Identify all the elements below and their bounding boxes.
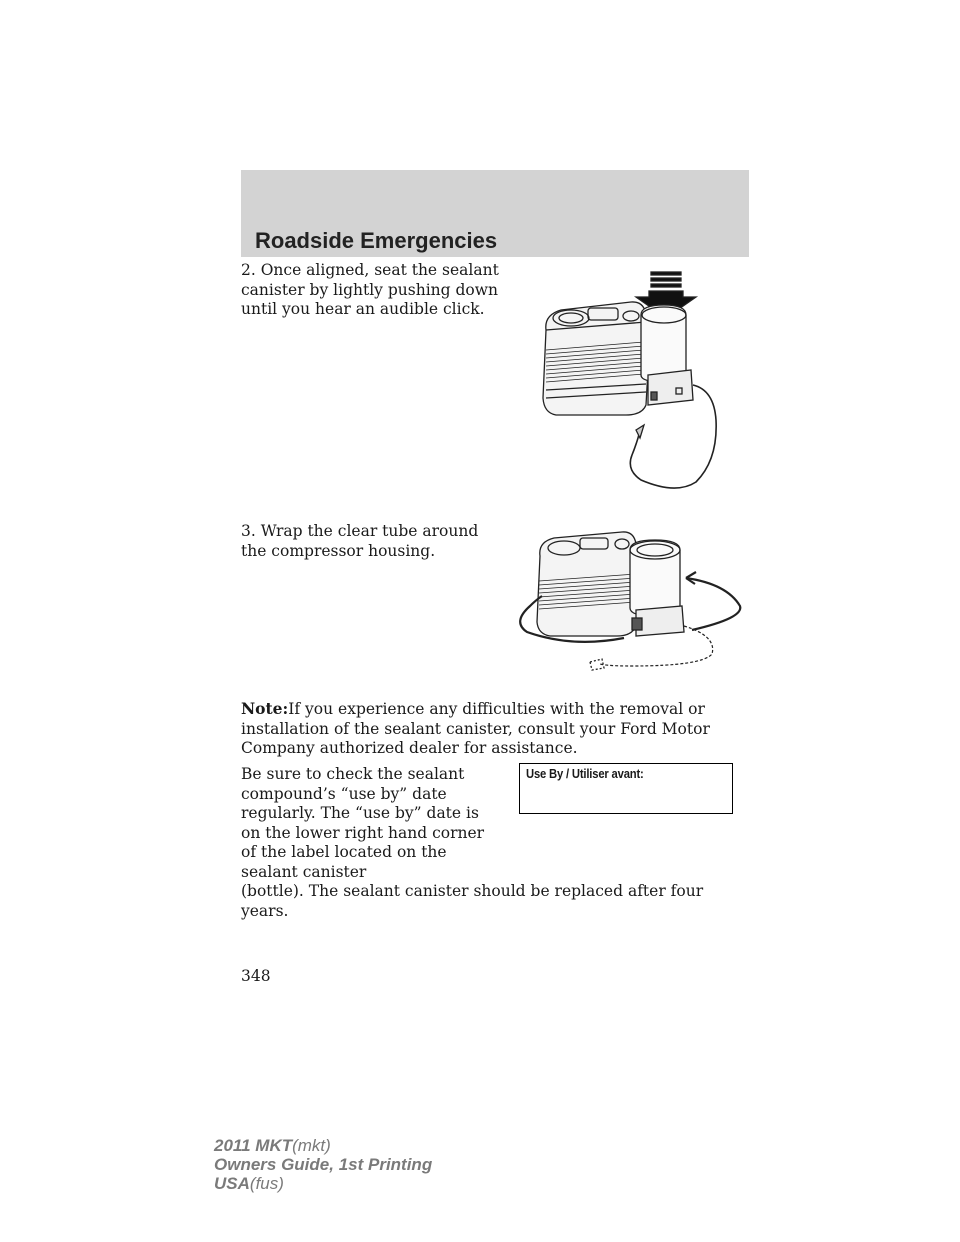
footer-market: USA <box>214 1174 250 1193</box>
note-text: If you experience any difficulties with the removal or installation of the sealant canister, consult your Ford Motor Company authorized dealer for assistance. <box>241 700 710 757</box>
note-label: Note: <box>241 699 289 718</box>
footer-line-2 <box>214 1155 432 1174</box>
footer-line-1 <box>214 1136 432 1155</box>
page-number: 348 <box>241 967 271 985</box>
use-by-label-text: Use By / Utiliser avant: <box>526 767 644 781</box>
footer-market-code: (fus) <box>249 1174 284 1193</box>
use-by-paragraph-lead: Be sure to check the sealant compound’s “use by” date regularly. The “use by” date is on the lower right hand corner of the label located on the sealant canister <box>241 765 485 881</box>
note-paragraph <box>241 699 746 759</box>
footer-model: 2011 MKT <box>214 1136 293 1155</box>
section-title: Roadside Emergencies <box>255 228 498 253</box>
footer-line-3 <box>214 1174 432 1193</box>
footer-printing: Owners Guide, 1st Printing <box>214 1155 433 1174</box>
step-3-text: 3. Wrap the clear tube around the compressor housing. <box>241 522 479 560</box>
canister-seat-illustration <box>536 270 726 495</box>
use-by-label-box <box>519 763 733 814</box>
step-2-text: 2. Once aligned, seat the sealant canister by lightly pushing down until you hear an audible click. <box>241 261 499 318</box>
footer-model-code: (mkt) <box>292 1136 331 1155</box>
use-by-paragraph-tail: (bottle). The sealant canister should be replaced after four years. <box>241 882 704 920</box>
print-footer <box>214 1136 432 1193</box>
tube-wrap-illustration <box>512 526 747 676</box>
